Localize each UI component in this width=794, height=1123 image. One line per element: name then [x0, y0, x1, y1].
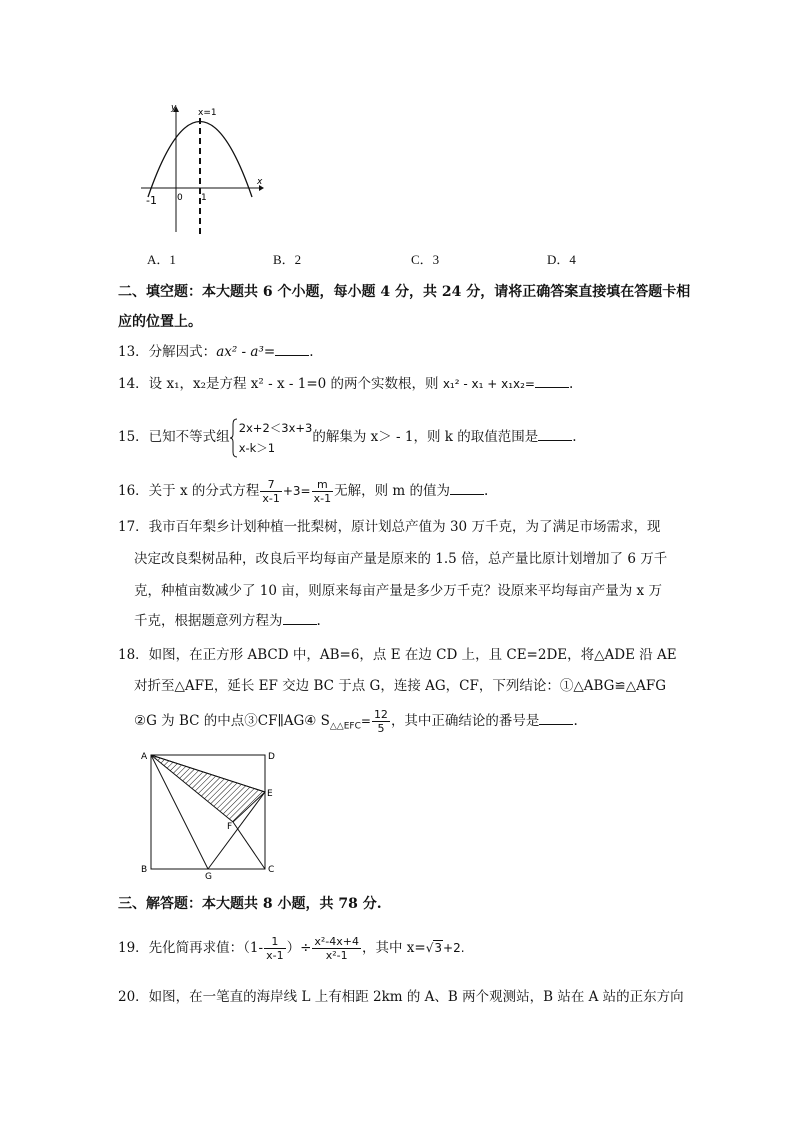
q19-after: ，其中 x= — [362, 940, 426, 956]
q16-f1-denominator: x-1 — [262, 492, 280, 505]
q17-end: . — [316, 613, 321, 629]
q16-fraction-1 — [260, 478, 281, 505]
q14-suffix: . — [568, 376, 574, 392]
question-17-line1: 17．我市百年梨乡计划种植一批梨树，原计划总产值为 30 万千克，为了满足市场需求，现 — [118, 519, 661, 535]
question-13 — [118, 343, 313, 361]
question-14 — [118, 375, 573, 393]
label-b: B — [141, 865, 148, 875]
q15-prefix: 15．已知不等式组 — [118, 429, 230, 445]
q16-f2-numerator: m — [312, 478, 333, 492]
question-16 — [118, 476, 488, 506]
question-18-line3 — [134, 706, 578, 742]
question-17-line3: 克，种植亩数减少了 10 亩，则原来每亩产量是多少万千克？设原来平均每亩产量为 x 万 — [134, 583, 662, 599]
q19-f2-numerator: x²-4x+4 — [314, 935, 360, 948]
label-c: C — [268, 865, 275, 875]
q15-inequality-system — [230, 418, 313, 458]
q18-fraction — [372, 708, 390, 735]
y-axis-label: y — [171, 103, 177, 113]
q13-suffix: . — [309, 344, 314, 360]
question-15 — [118, 417, 577, 458]
symmetry-line-label: x=1 — [198, 108, 217, 118]
question-17-line2: 决定改良梨树品种，改良后平均每亩产量是原来的 1.5 倍，总产量比原计划增加了 6 万千 — [134, 551, 668, 567]
q17-answer-blank — [283, 612, 317, 625]
question-18-line2: 对折至△AFE，延长 EF 交边 BC 于点 G，连接 AG，CF，下列结论：①△ABG≌△AFG — [134, 678, 667, 694]
q16-suffix: 无解，则 m 的值为 — [334, 483, 450, 499]
parabola-graph — [135, 98, 275, 238]
label-a: A — [141, 752, 148, 762]
q13-expression: ax² - a³= — [216, 344, 276, 360]
question-17-line4: 千克，根据题意列方程为 — [134, 613, 283, 629]
q19-sqrt: √3 — [425, 941, 443, 955]
square-abcd — [151, 755, 265, 869]
q19-fraction-1 — [264, 935, 285, 962]
label-f: F — [227, 822, 233, 832]
q14-prefix: 14．设 x₁，x₂是方程 x² - x - 1=0 的两个实数根，则 — [118, 376, 443, 392]
label-g: G — [205, 872, 212, 881]
q14-expression: x₁² - x₁ + x₁x₂= — [442, 377, 535, 391]
q13-answer-blank — [275, 343, 309, 356]
q18-equals: = — [360, 714, 371, 728]
label-e: E — [267, 789, 273, 799]
question-17-line4-wrap — [134, 612, 321, 630]
q18-answer-blank — [539, 712, 573, 725]
q16-end: . — [483, 483, 489, 499]
q14-answer-blank — [535, 375, 569, 388]
section2-title-line2: 应的位置上。 — [118, 314, 202, 330]
q15-brace — [230, 418, 238, 458]
q18-line3-b: ，其中正确结论的番号是 — [390, 713, 540, 729]
q15-suffix: . — [572, 429, 577, 445]
option-c: C．3 — [411, 252, 440, 267]
q19-sqrt-value: 3 — [434, 941, 443, 955]
origin-label: 0 — [177, 193, 183, 203]
q15-inequality-2: x-k＞1 — [238, 440, 276, 455]
q19-f2-denominator: x²-1 — [325, 949, 348, 962]
q18-numerator: 12 — [373, 708, 388, 721]
q15-middle: 的解集为 x＞ - 1，则 k 的取值范围是 — [312, 429, 539, 445]
q16-plus3: +3= — [282, 484, 311, 498]
q15-answer-blank — [538, 428, 572, 441]
q19-f1-numerator: 1 — [264, 935, 285, 949]
q16-prefix: 16．关于 x 的分式方程 — [118, 483, 260, 499]
q19-f1-denominator: x-1 — [266, 949, 284, 962]
label-d: D — [268, 752, 275, 762]
square-figure — [138, 746, 283, 881]
q16-f1-numerator: 7 — [260, 478, 281, 492]
q16-fraction-2 — [312, 478, 333, 505]
question-19 — [118, 931, 465, 965]
tick-label-1: 1 — [201, 193, 207, 203]
q13-prefix: 13．分解因式： — [118, 344, 217, 360]
q19-fraction-2 — [312, 935, 361, 962]
q19-prefix: 19．先化简再求值：（1- — [118, 940, 264, 956]
option-b: B．2 — [273, 252, 302, 267]
q15-inequality-1: 2x+2＜3x+3 — [238, 420, 313, 435]
q18-line3-a: ②G 为 BC 的中点③CF∥AG④ S — [134, 713, 330, 729]
section3-title: 三、解答题：本大题共 8 小题，共 78 分. — [118, 896, 382, 912]
option-a: A．1 — [147, 252, 176, 267]
q16-f2-denominator: x-1 — [313, 492, 332, 505]
q18-denominator: 5 — [377, 722, 385, 735]
x-axis-label: x — [257, 177, 263, 187]
q16-answer-blank — [450, 482, 484, 495]
tick-label-neg1: -1 — [146, 194, 157, 207]
q19-mid: ）÷ — [286, 940, 312, 956]
q19-tail: +2. — [443, 941, 465, 955]
option-d: D．4 — [547, 252, 576, 267]
segment-cf — [233, 822, 265, 869]
q18-end: . — [573, 713, 578, 729]
q18-area-subscript: △△EFC — [329, 721, 361, 732]
question-20-line1: 20．如图，在一笔直的海岸线 L 上有相距 2km 的 A、B 两个观测站，B 站在 A 站的正东方向 — [118, 989, 684, 1005]
section2-title-line1: 二、填空题：本大题共 6 个小题，每小题 4 分，共 24 分，请将正确答案直接填在答题卡相 — [118, 284, 691, 300]
question-18-line1: 18．如图，在正方形 ABCD 中，AB=6，点 E 在边 CD 上，且 CE=2DE，将△ADE 沿 AE — [118, 647, 677, 663]
